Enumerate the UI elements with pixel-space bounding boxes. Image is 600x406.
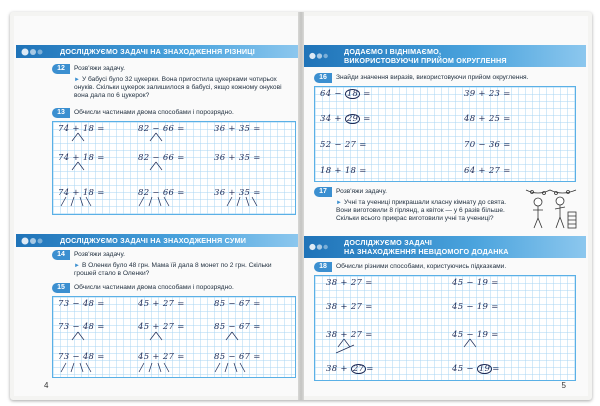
banner-title-line2: ВИКОРИСТОВУЮЧИ ПРИЙОМ ОКРУГЛЕННЯ bbox=[344, 56, 507, 65]
task-15-text: Обчисли частинами двома способами і порозрядно. bbox=[74, 284, 234, 291]
expr-18-l2: 38 + 27 = bbox=[326, 302, 373, 312]
rounded-number: 29 bbox=[346, 114, 359, 124]
expr-16-6: 70 − 36 = bbox=[464, 140, 511, 150]
expr-16-3-eq: = bbox=[360, 114, 371, 124]
banner-title-line1: ДОСЛІДЖУЄМО ЗАДАЧІ bbox=[344, 238, 433, 247]
expr-15-a1: 73 − 48 = bbox=[58, 299, 105, 309]
scale-icon bbox=[20, 47, 54, 56]
expr-16-1 bbox=[320, 89, 371, 99]
expr-16-5: 52 − 27 = bbox=[320, 140, 367, 150]
scale-icon bbox=[308, 52, 338, 61]
bullet-icon: ► bbox=[74, 77, 80, 83]
expr-13-c1: 36 + 35 = bbox=[214, 124, 261, 134]
task-17-text bbox=[336, 199, 516, 223]
expr-16-2: 39 + 23 = bbox=[464, 89, 511, 99]
expr-13-b2: 82 − 66 = bbox=[138, 153, 185, 163]
task-18-text: Обчисли різними способами, користуючись підказками. bbox=[336, 263, 507, 270]
task-number-16: 16 bbox=[314, 73, 332, 83]
task-12-body: У бабусі було 32 цукерки. Вона пригостила цукерками чотирьох онуків. Скільки цукерок залишилося в бабусі, якщо кожному онукові вона дала по 6 цукерок? bbox=[74, 76, 282, 99]
decomposition-arrows-13 bbox=[52, 121, 296, 215]
expr-16-1-eq: = bbox=[360, 89, 371, 99]
bullet-icon: ► bbox=[74, 263, 80, 269]
task-16-text: Знайди значення виразів, використовуючи прийом округлення. bbox=[336, 74, 529, 81]
expr-13-a2: 74 + 18 = bbox=[58, 153, 105, 163]
expr-15-c1: 85 − 67 = bbox=[214, 299, 261, 309]
expr-18-r2: 45 − 19 = bbox=[452, 302, 499, 312]
decomposed-number: 19 bbox=[478, 364, 491, 374]
expr-15-b1: 45 + 27 = bbox=[138, 299, 185, 309]
task-number-18: 18 bbox=[314, 262, 332, 272]
page-number-right: 5 bbox=[561, 381, 566, 390]
expr-18-l4-part: 38 + bbox=[326, 364, 351, 374]
expr-16-3-part: 34 + bbox=[320, 114, 345, 124]
expr-15-c3: 85 − 67 = bbox=[214, 352, 261, 362]
section-banner-rounding bbox=[304, 45, 586, 67]
expr-13-a3: 74 + 18 = bbox=[58, 188, 105, 198]
task-17-body: Учні та учениці прикрашали класну кімнату до свята. Вони виготовили 8 гірлянд, а квіток — у 6 разів більше. Скільки всього прикрас виготовили учні та учениці? bbox=[336, 199, 507, 222]
right-page bbox=[304, 16, 588, 396]
expr-13-c2: 36 + 35 = bbox=[214, 153, 261, 163]
expr-15-a2: 73 − 48 = bbox=[58, 322, 105, 332]
task-number-12: 12 bbox=[52, 64, 70, 74]
open-workbook bbox=[10, 12, 592, 400]
scale-icon bbox=[20, 236, 54, 245]
section-banner-difference bbox=[16, 45, 298, 58]
expr-13-a1: 74 + 18 = bbox=[58, 124, 105, 134]
page-number-left: 4 bbox=[44, 381, 49, 390]
expr-16-7: 18 + 18 = bbox=[320, 166, 367, 176]
expr-18-r4-part: 45 − bbox=[452, 364, 477, 374]
task-13-text: Обчисли частинами двома способами і порозрядно. bbox=[74, 109, 234, 116]
expr-16-8: 64 + 27 = bbox=[464, 166, 511, 176]
expr-18-r3: 45 − 19 = bbox=[452, 330, 499, 340]
task-14-title: Розв'яжи задачу. bbox=[74, 251, 125, 258]
expr-15-a3: 73 − 48 = bbox=[58, 352, 105, 362]
task-14-text bbox=[74, 262, 292, 278]
expr-18-r4: 45 − 19 = bbox=[452, 364, 500, 374]
expr-18-l4: 38 + 27 = bbox=[326, 364, 374, 374]
expr-16-1-part: 64 − bbox=[320, 89, 345, 99]
banner-title-line2: НА ЗНАХОДЖЕННЯ НЕВІДОМОГО ДОДАНКА bbox=[344, 247, 509, 256]
banner-title: ДОСЛІДЖУЄМО ЗАДАЧІ НА ЗНАХОДЖЕННЯ РІЗНИЦІ bbox=[60, 47, 255, 56]
task-number-17: 17 bbox=[314, 187, 332, 197]
expr-18-l3: 38 + 27 = bbox=[326, 330, 373, 340]
scale-icon bbox=[308, 243, 338, 252]
expr-18-l1: 38 + 27 = bbox=[326, 278, 373, 288]
task-12-title: Розв'яжи задачу. bbox=[74, 65, 125, 72]
expr-15-c2: 85 − 67 = bbox=[214, 322, 261, 332]
banner-title: ДОСЛІДЖУЄМО ЗАДАЧІ НА ЗНАХОДЖЕННЯ СУМИ bbox=[60, 236, 247, 245]
task-number-14: 14 bbox=[52, 250, 70, 260]
expr-16-3 bbox=[320, 114, 371, 124]
task-number-15: 15 bbox=[52, 283, 70, 293]
expr-15-b2: 45 + 27 = bbox=[138, 322, 185, 332]
left-page bbox=[14, 16, 298, 396]
children-decorating-illustration bbox=[524, 184, 580, 230]
expr-13-c3: 36 + 35 = bbox=[214, 188, 261, 198]
banner-title-line1: ДОДАЄМО І ВІДНІМАЄМО, bbox=[344, 47, 442, 56]
expr-15-b3: 45 + 27 = bbox=[138, 352, 185, 362]
expr-13-b3: 82 − 66 = bbox=[138, 188, 185, 198]
expr-13-b1: 82 − 66 = bbox=[138, 124, 185, 134]
section-banner-unknown-addend bbox=[304, 236, 586, 258]
decomposed-number: 27 bbox=[352, 364, 365, 374]
task-17-title: Розв'яжи задачу. bbox=[336, 188, 387, 195]
task-number-13: 13 bbox=[52, 108, 70, 118]
expr-18-r1: 45 − 19 = bbox=[452, 278, 499, 288]
rounded-number: 18 bbox=[346, 89, 359, 99]
decomposition-arrows-15 bbox=[52, 296, 296, 378]
decomposition-arrows-18 bbox=[314, 275, 576, 381]
expr-16-4: 48 + 25 = bbox=[464, 114, 511, 124]
task-12-text bbox=[74, 76, 292, 100]
section-banner-sum bbox=[16, 234, 298, 247]
bullet-icon: ► bbox=[336, 200, 342, 206]
task-14-body: В Оленки було 48 грн. Мама їй дала 8 монет по 2 грн. Скільки грошей стало в Оленки? bbox=[74, 262, 272, 277]
